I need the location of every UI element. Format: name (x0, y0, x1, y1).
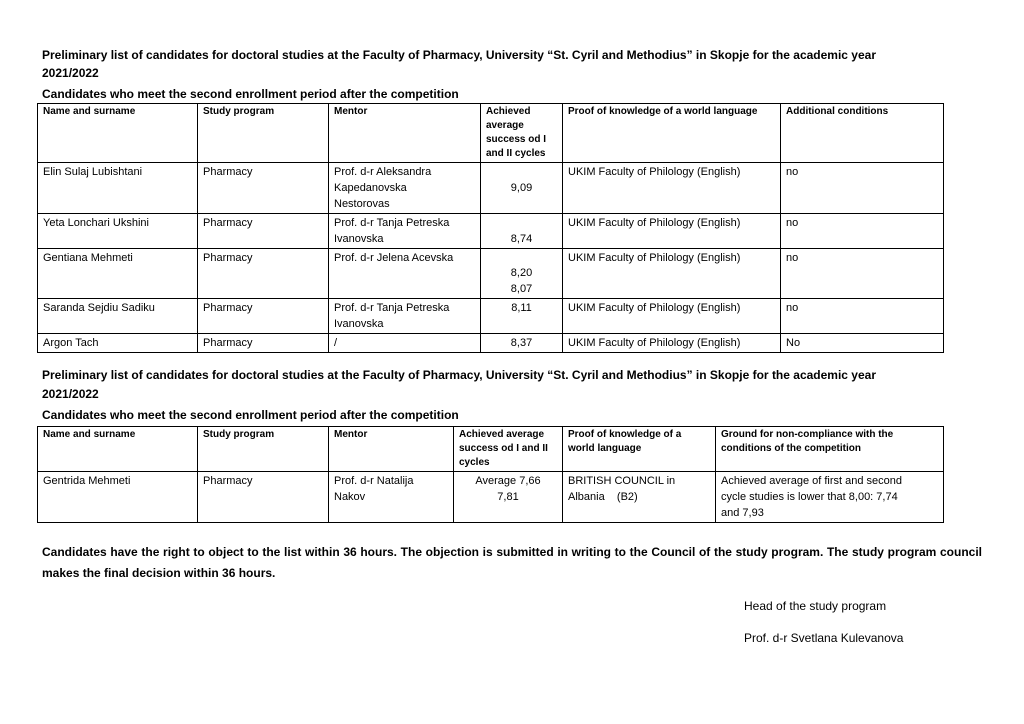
cell-mentor (329, 472, 454, 523)
section2-title-line2: 2021/2022 (42, 387, 99, 401)
cell-program: Pharmacy (198, 163, 329, 214)
cell-average (454, 472, 563, 523)
ground-line: Achieved average of first and second (721, 475, 903, 487)
cell-language: UKIM Faculty of Philology (English) (563, 249, 781, 299)
header-language-line: world language (568, 443, 642, 454)
cell-program: Pharmacy (198, 299, 329, 334)
average-line: 8,20 (510, 267, 533, 279)
cell-name: Elin Sulaj Lubishtani (38, 163, 198, 214)
cell-program: Pharmacy (198, 249, 329, 299)
header-ground-line: conditions of the competition (721, 443, 861, 454)
cell-average: 8,11 (481, 299, 563, 334)
cell-conditions: no (781, 214, 944, 249)
table-row (38, 163, 944, 214)
cell-average: 8,37 (481, 334, 563, 353)
header-average (481, 104, 563, 163)
mentor-line: Ivanovska (334, 233, 384, 245)
table-row (38, 249, 944, 299)
cell-conditions: no (781, 299, 944, 334)
cell-average: 8,74 (481, 214, 563, 249)
cell-program: Pharmacy (198, 472, 329, 523)
header-name: Name and surname (38, 104, 198, 163)
signature-role: Head of the study program (744, 599, 887, 613)
header-language-line: Proof of knowledge of a (568, 429, 682, 440)
header-average (454, 427, 563, 472)
mentor-line: Prof. d-r Aleksandra (334, 166, 432, 178)
cell-average (481, 249, 563, 299)
cell-mentor (329, 299, 481, 334)
cell-mentor (329, 163, 481, 214)
mentor-line: Prof. d-r Natalija (334, 475, 414, 487)
header-mentor: Mentor (329, 427, 454, 472)
header-mentor: Mentor (329, 104, 481, 163)
header-average-line: success od I and II (459, 443, 548, 454)
header-program: Study program (198, 104, 329, 163)
section1-title-line2: 2021/2022 (42, 66, 99, 80)
average-line: 7,81 (497, 491, 519, 503)
mentor-line: Ivanovska (334, 318, 384, 330)
cell-mentor: / (329, 334, 481, 353)
table-row (38, 299, 944, 334)
header-average-line: and II cycles (486, 148, 546, 159)
language-line: Albania (B2) (568, 491, 638, 503)
non-compliant-table (37, 426, 944, 523)
cell-conditions: no (781, 249, 944, 299)
ground-line: cycle studies is lower that 8,00: 7,74 (721, 491, 898, 503)
header-language (563, 427, 716, 472)
candidates-table (37, 103, 944, 353)
average-line: 8,07 (510, 283, 533, 295)
mentor-line: Nakov (334, 491, 366, 503)
table-row (38, 472, 944, 523)
header-average-line: success od I (486, 134, 547, 145)
ground-line: and 7,93 (721, 507, 764, 519)
signature-name: Prof. d-r Svetlana Kulevanova (744, 631, 904, 645)
header-language: Proof of knowledge of a world language (563, 104, 781, 163)
header-average-line: Achieved (486, 106, 531, 117)
language-line: BRITISH COUNCIL in (568, 475, 676, 487)
section2-title-line1: Preliminary list of candidates for doctoral studies at the Faculty of Pharmacy, University “St. Cyril and Methodius” in Skopje for the academic year (42, 368, 876, 382)
cell-ground (716, 472, 944, 523)
cell-name: Argon Tach (38, 334, 198, 353)
header-average-line: cycles (459, 457, 490, 468)
section1-subtitle: Candidates who meet the second enrollment period after the competition (42, 87, 459, 101)
table-row (38, 214, 944, 249)
cell-language: UKIM Faculty of Philology (English) (563, 163, 781, 214)
section1-title-line1: Preliminary list of candidates for doctoral studies at the Faculty of Pharmacy, University “St. Cyril and Methodius” in Skopje for the academic year (42, 48, 876, 62)
header-average-line: Achieved average (459, 429, 545, 440)
cell-language (563, 472, 716, 523)
mentor-line: Kapedanovska (334, 182, 407, 194)
cell-program: Pharmacy (198, 334, 329, 353)
table-row (38, 334, 944, 353)
cell-name: Saranda Sejdiu Sadiku (38, 299, 198, 334)
cell-language: UKIM Faculty of Philology (English) (563, 334, 781, 353)
section2-subtitle: Candidates who meet the second enrollment period after the competition (42, 408, 459, 422)
header-average-line: average (486, 120, 524, 131)
objection-notice: Candidates have the right to object to the list within 36 hours. The objection is submitted in writing to the Council of the study program. The study program council makes the final decision within 36 hours. (42, 545, 982, 580)
cell-language: UKIM Faculty of Philology (English) (563, 214, 781, 249)
header-ground (716, 427, 944, 472)
mentor-line: Nestorovas (334, 198, 390, 210)
cell-program: Pharmacy (198, 214, 329, 249)
cell-mentor (329, 214, 481, 249)
cell-conditions: no (781, 163, 944, 214)
average-line: Average 7,66 (475, 475, 541, 487)
table-header-row (38, 427, 944, 472)
cell-conditions: No (781, 334, 944, 353)
header-name: Name and surname (38, 427, 198, 472)
cell-language: UKIM Faculty of Philology (English) (563, 299, 781, 334)
header-conditions: Additional conditions (781, 104, 944, 163)
cell-name: Gentiana Mehmeti (38, 249, 198, 299)
header-program: Study program (198, 427, 329, 472)
mentor-line: Prof. d-r Tanja Petreska (334, 217, 450, 229)
cell-name: Gentrida Mehmeti (38, 472, 198, 523)
cell-average: 9,09 (481, 163, 563, 214)
mentor-line: Prof. d-r Tanja Petreska (334, 302, 450, 314)
cell-mentor: Prof. d-r Jelena Acevska (329, 249, 481, 299)
cell-name: Yeta Lonchari Ukshini (38, 214, 198, 249)
header-ground-line: Ground for non-compliance with the (721, 429, 894, 440)
table-header-row (38, 104, 944, 163)
